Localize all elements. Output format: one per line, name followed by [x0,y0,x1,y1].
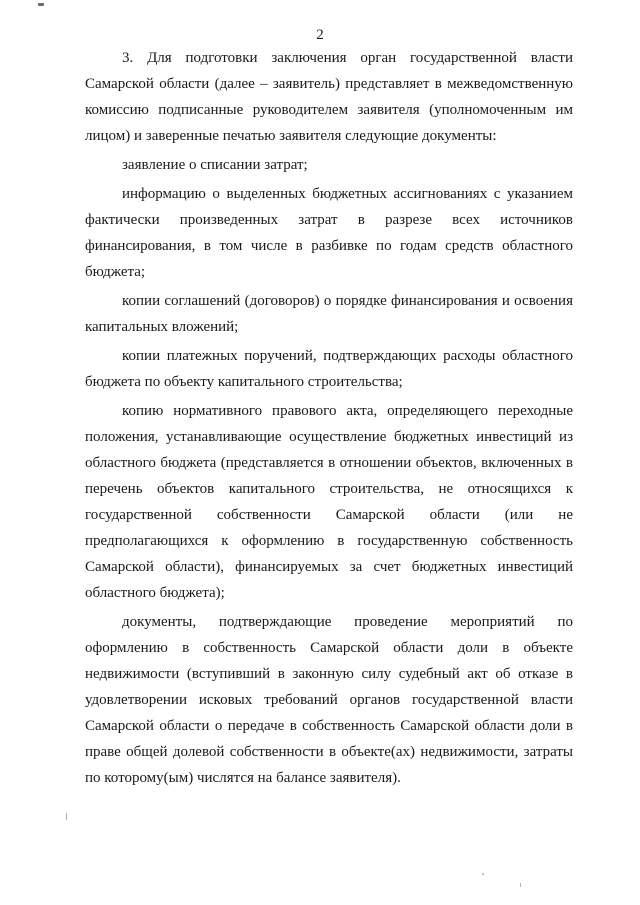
paragraph: 3. Для подготовки заключения орган государственной власти Самарской области (далее – заявитель) представляет в межведомственную комиссию подписанные руководителем заявителя (уполномоченным им лицом) и заверенные печатью заявителя следующие документы: [85,50,573,144]
paragraph: копии платежных поручений, подтверждающих расходы областного бюджета по объекту капитального строительства; [85,348,573,390]
paragraph: информацию о выделенных бюджетных ассигнованиях с указанием фактически произведенных затрат в разрезе всех источников финансирования, в том числе в разбивке по годам средств областного бюджета; [85,186,573,280]
paragraph: копию нормативного правового акта, определяющего переходные положения, устанавливающие осуществление бюджетных инвестиций из областного бюджета (представляется в отношении объектов, включенных в перечень объектов капитального строительства, не относящихся к государственной собственности Самарской области (или не предполагающихся к оформлению в государственную собственность Самарской области), финансируемых за счет бюджетных инвестиций областного бюджета); [85,403,573,601]
page-number: 2 [316,27,324,43]
document-body [85,45,573,791]
scan-mark [520,883,521,887]
paragraph: заявление о списании затрат; [122,157,308,173]
scan-mark [38,3,44,6]
paragraph: копии соглашений (договоров) о порядке финансирования и освоения капитальных вложений; [85,293,573,335]
paragraph: документы, подтверждающие проведение мероприятий по оформлению в собственность Самарской области доли в объекте недвижимости (вступивший в законную силу судебный акт об отказе в удовлетворении исковых требований органов государственной власти Самарской области о передаче в собственность Самарской области доли в праве общей долевой собственности в объекте(ах) недвижимости, затраты по которому(ым) числятся на балансе заявителя). [85,614,573,786]
scan-mark [66,813,67,820]
scan-mark [482,873,484,875]
